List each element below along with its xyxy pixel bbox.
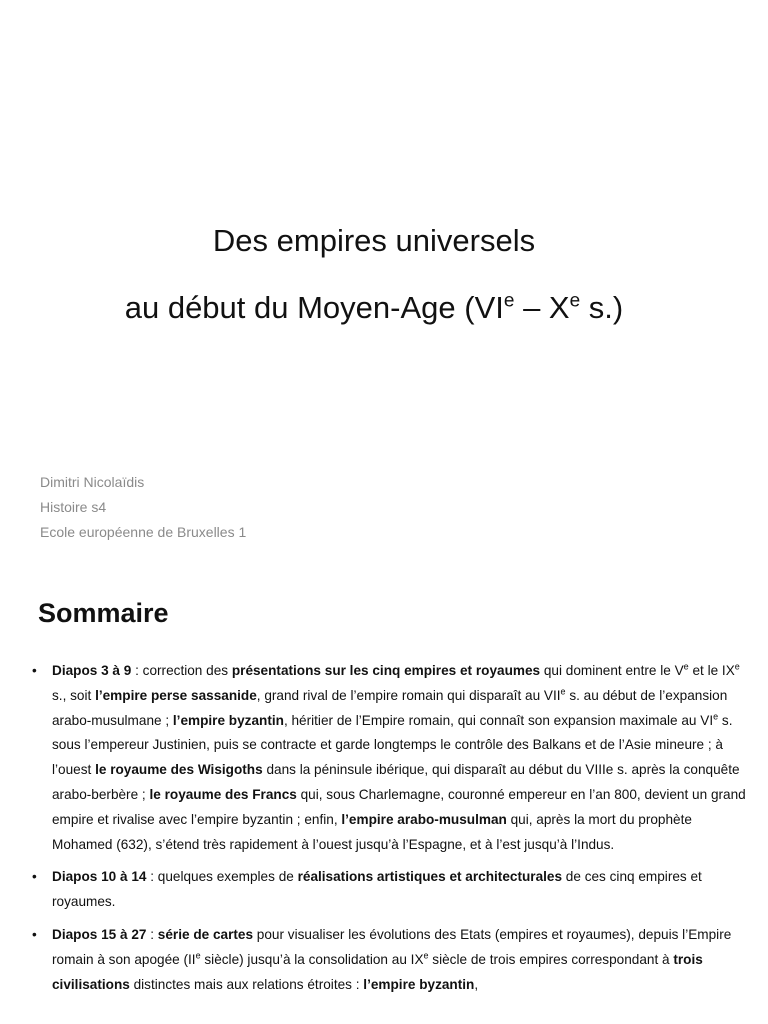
text-run: : <box>146 926 158 942</box>
text-run: distinctes mais aux relations étroites : <box>129 976 364 992</box>
text-run: s. au début de l’expansion arabo-musulmane ; <box>52 687 728 728</box>
title-line-1: Des empires universels <box>212 223 536 258</box>
bold-run: l’empire byzantin <box>172 712 284 728</box>
text-run: , <box>474 976 479 992</box>
summary-bullet-item <box>28 865 754 915</box>
superscript-run: e <box>734 661 740 672</box>
text-run: qui, après la mort du prophète Mohamed (632), s’étend très rapidement à l’ouest jusqu’à l’Espagne, et à l’est jusqu’à l’Indus. <box>52 811 692 852</box>
school-name: Ecole européenne de Bruxelles 1 <box>40 524 247 540</box>
bold-run: réalisations artistiques et architecturales <box>297 869 563 885</box>
summary-slide <box>0 576 768 1024</box>
bold-run: série de cartes <box>157 926 254 942</box>
summary-bullet-item <box>28 923 754 997</box>
summary-bullet-item <box>28 659 754 857</box>
text-run: qui, sous Charlemagne, couronné empereur en l’an 800, devient un grand empire et rivalise avec l’empire byzantin ; enfin, <box>52 786 746 827</box>
bold-run: l’empire arabo-musulman <box>341 811 507 827</box>
bold-run: le royaume des Francs <box>149 786 297 802</box>
text-run: de ces cinq empires et royaumes. <box>52 869 702 910</box>
superscript-run: e <box>683 661 689 672</box>
superscript-run: e <box>713 711 719 722</box>
bold-run: Diapos 3 à 9 <box>52 663 132 678</box>
bullet-text <box>52 923 754 997</box>
text-run: : quelques exemples de <box>146 869 298 885</box>
course-name: Histoire s4 <box>40 499 107 515</box>
superscript-run: e <box>423 950 429 961</box>
bullet-dot: • <box>32 869 37 885</box>
bold-run: Diapos 10 à 14 <box>52 869 147 885</box>
superscript-run: e <box>195 950 201 961</box>
text-run: pour visualiser les évolutions des Etats (empires et royaumes), depuis l’Empire romain à son apogée (II <box>52 926 732 967</box>
text-run: siècle de trois empires correspondant à <box>428 951 674 967</box>
bold-run: Diapos 15 à 27 <box>52 926 147 942</box>
superscript-run: e <box>560 686 566 697</box>
text-run: s. sous l’empereur Justinien, puis se contracte et garde longtemps le contrôle des Balkans et de l’Asie mineure ; à l’ouest <box>52 712 733 778</box>
title-line-2: au début du Moyen-Age (VIe – Xe s.) <box>124 290 624 325</box>
subtitle-block <box>40 470 246 545</box>
text-run: : correction des <box>131 663 232 678</box>
summary-heading: Sommaire <box>38 598 169 628</box>
bullet-text <box>52 659 754 857</box>
bold-run: trois civilisations <box>52 951 703 992</box>
bullet-text <box>52 865 754 915</box>
text-run: s., soit <box>52 687 96 703</box>
text-run: qui dominent entre le V <box>540 663 684 678</box>
bold-run: l’empire perse sassanide <box>95 687 257 703</box>
bold-run: présentations sur les cinq empires et royaumes <box>231 663 541 678</box>
bold-run: l’empire byzantin <box>363 976 475 992</box>
text-run: siècle) jusqu’à la consolidation au IX <box>200 951 424 967</box>
text-run: dans la péninsule ibérique, qui disparaît au début du VIIIe s. après la conquête arabo-berbère ; <box>52 762 740 802</box>
text-run: et le IX <box>688 663 735 678</box>
bold-run: le royaume des Wisigoths <box>95 762 263 778</box>
text-run: , grand rival de l’empire romain qui disparaît au VII <box>256 687 561 703</box>
author-name: Dimitri Nicolaïdis <box>40 474 145 490</box>
bullet-dot: • <box>32 926 37 942</box>
bullet-list <box>28 659 754 1005</box>
bullet-dot: • <box>32 663 37 678</box>
text-run: , héritier de l’Empire romain, qui connaît son expansion maximale au VI <box>283 712 714 728</box>
